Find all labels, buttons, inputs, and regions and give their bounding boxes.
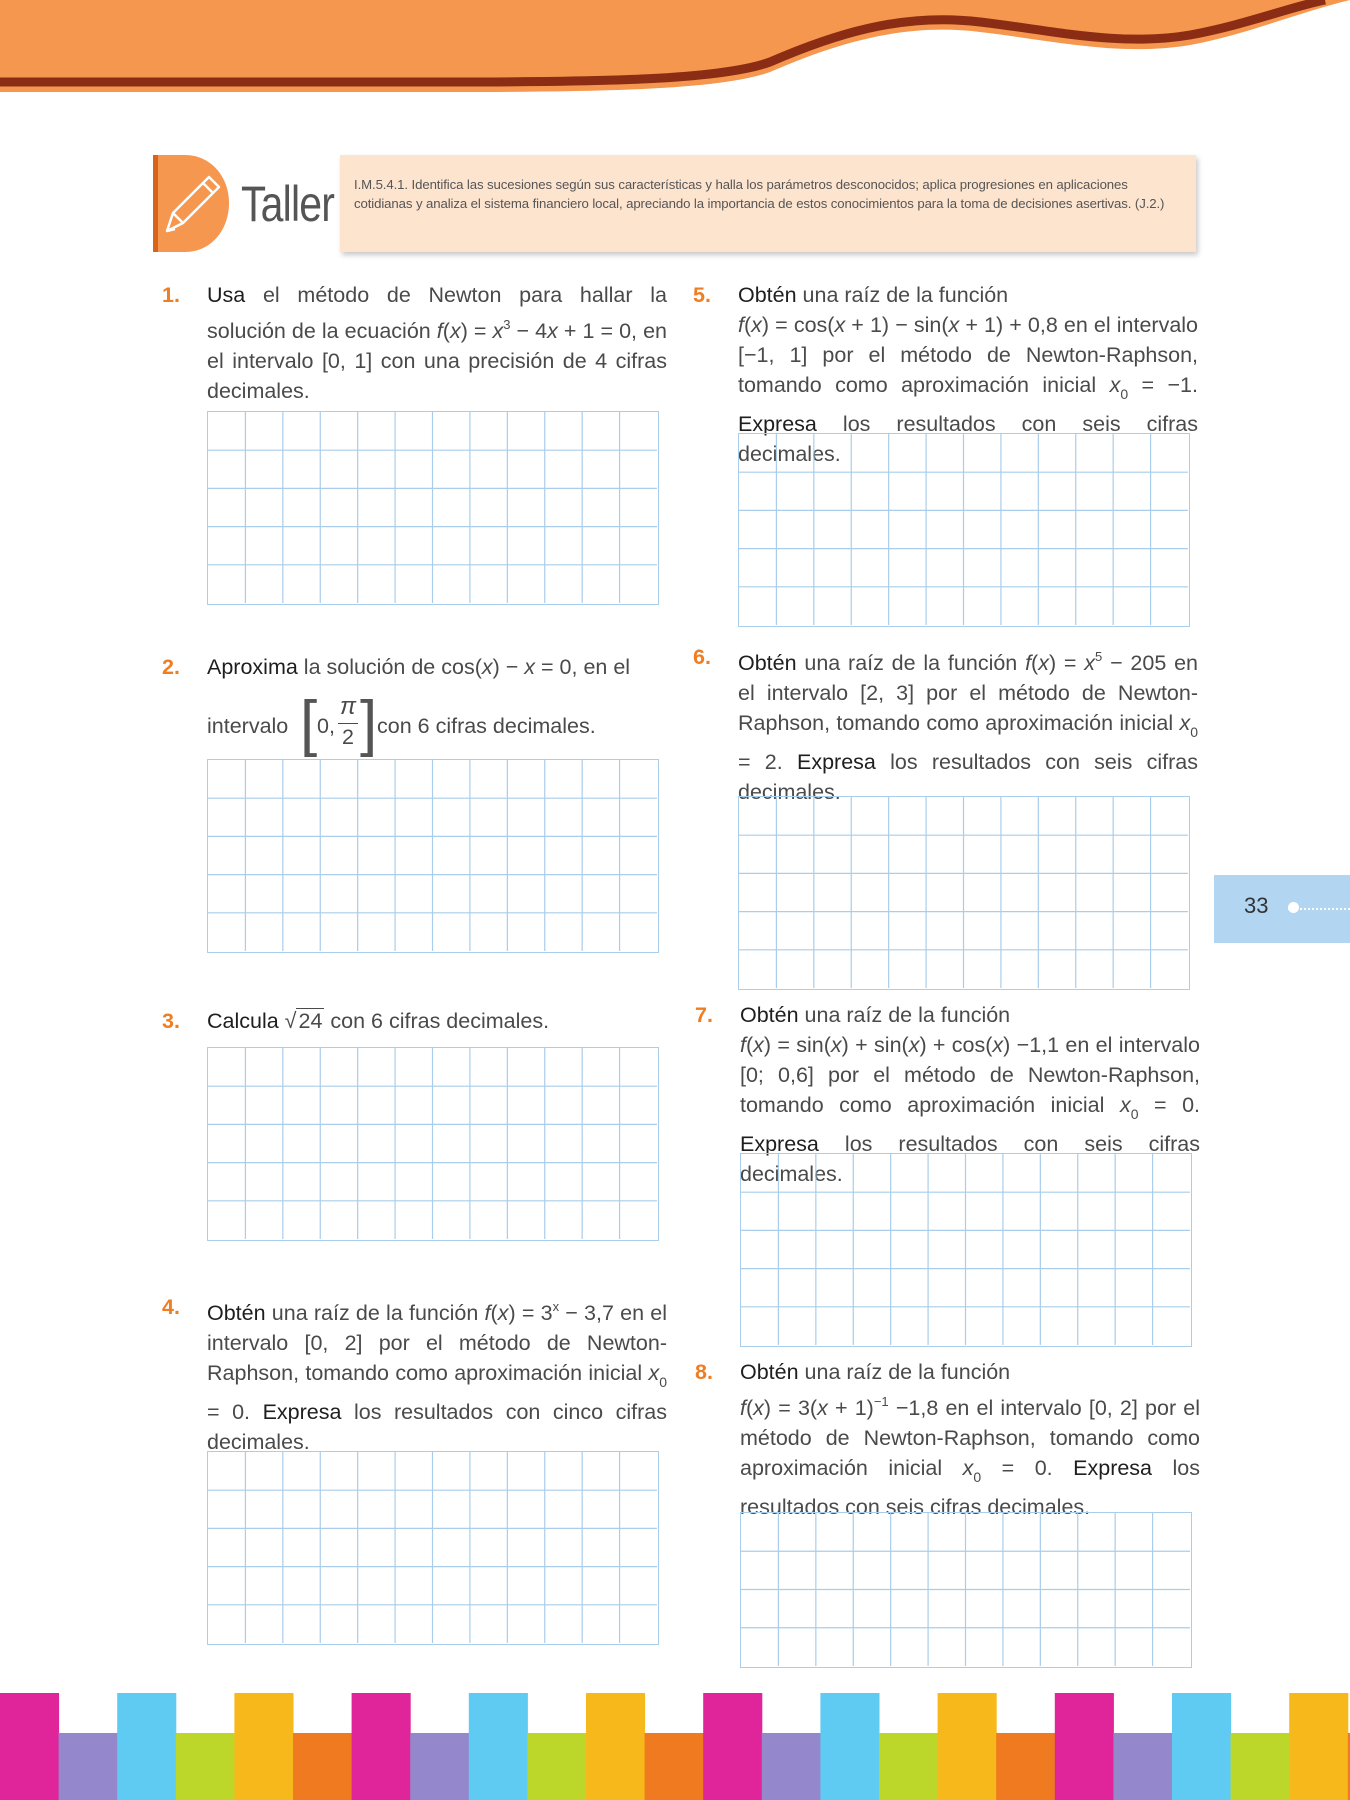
exercise-text: Usa el método de Newton para hallar la solución de la ecuación $f(x) = x^3 - 4x + 1 = 0$, en el intervalo [0, 1] con una precisión de 4 cifras decimales. (207, 283, 667, 403)
exercise-text: Obtén una raíz de la función $f(x) = 3(x + 1)^{-1} -1,8$ en el intervalo [0, 2] por el método de Newton-Raphson, tomando como aproximación inicial $x_0 = 0$. Expresa los resultados con seis cifras decimales. (740, 1360, 1201, 1519)
exercise-keyword-2: Expresa (796, 750, 876, 774)
exercise-keyword: Obtén (207, 1301, 266, 1325)
answer-grid[interactable] (207, 759, 659, 953)
exercise-text: Calcula √24 con 6 cifras decimales. (207, 1009, 550, 1033)
exercise-keyword-2: Expresa (738, 412, 817, 436)
exercise-keyword: Usa (207, 283, 246, 307)
exercise-keyword-2: Expresa (740, 1132, 819, 1156)
exercise-number: 6. (693, 645, 711, 669)
exercise-number: 5. (693, 283, 711, 307)
taller-header (153, 155, 1196, 252)
answer-grid[interactable] (738, 796, 1190, 990)
exercise-number: 3. (162, 1009, 180, 1033)
exercise-keyword: Obtén (740, 1003, 799, 1027)
answer-grid[interactable] (740, 1512, 1192, 1668)
page-number: 33 (1244, 893, 1269, 918)
exercise-text: Obtén una raíz de la función f(x) = sin(x) + sin(x) + cos(x) −1,1 en el intervalo [0; 0,6] por el método de Newton-Raphson, tomando como aproximación inicial $x_0 = 0$. Expresa los resultados con seis cifras decimales. (740, 1003, 1200, 1186)
answer-grid[interactable] (740, 1153, 1192, 1347)
exercise-text: Obtén una raíz de la función $f(x) = x^5 - 205$ en el intervalo [2, 3] por el método de Newton-Raphson, tomando como aproximación inicial $x_0 = 2$. Expresa los resultados con seis cifras decimales. (738, 649, 1199, 804)
answer-grid[interactable] (738, 433, 1190, 627)
bottom-color-bars (0, 1693, 1350, 1800)
answer-grid[interactable] (207, 411, 659, 605)
exercise-keyword: Aproxima (207, 655, 298, 679)
top-wave-band (0, 0, 1350, 100)
page-number-tab (1214, 875, 1350, 943)
exercise-number: 2. (162, 655, 180, 679)
exercise-number: 4. (162, 1295, 180, 1319)
exercise-number: 8. (695, 1360, 713, 1384)
exercise-keyword: Obtén (740, 1360, 799, 1384)
competency-box: I.M.5.4.1. Identifica las sucesiones según sus características y halla los parámetros desconocidos; aplica progresiones en aplicaciones cotidianas y analiza el sistema financiero local, apreciando la importancia de estos conocimientos para la toma de decisiones asertivas. (J.2.) (340, 155, 1196, 252)
page-dot (1288, 902, 1299, 913)
exercise-text: Obtén una raíz de la función $f(x) = 3^x - 3,7$ en el intervalo [0, 2] por el método de Newton-Raphson, tomando como aproximación inicial $x_0 = 0$. Expresa los resultados con cinco cifras decimales. (207, 1299, 668, 1454)
answer-grid[interactable] (207, 1451, 659, 1645)
exercise-keyword: Obtén (738, 651, 797, 675)
section-title: Taller (241, 176, 335, 232)
exercise-number: 1. (162, 283, 180, 307)
exercise-keyword: Obtén (738, 283, 797, 307)
exercise-keyword-2: Expresa (1073, 1456, 1153, 1480)
exercise-keyword: Calcula (207, 1009, 279, 1033)
exercise-text: Obtén una raíz de la función f(x) = cos(x + 1) − sin(x + 1) + 0,8 en el intervalo [−1, 1] por el método de Newton-Raphson, tomando como aproximación inicial $x_0 = -1$. Expresa los resultados con seis cifras decimales. (738, 283, 1199, 466)
exercise-number: 7. (695, 1003, 713, 1027)
exercise-keyword-2: Expresa (262, 1400, 342, 1424)
exercise-text: Aproxima la solución de cos(x) − x = 0, en el intervalo [ 0, π 2 ] con 6 cifras decimales. (207, 655, 631, 758)
taller-tab (153, 155, 229, 252)
answer-grid[interactable] (207, 1047, 659, 1241)
